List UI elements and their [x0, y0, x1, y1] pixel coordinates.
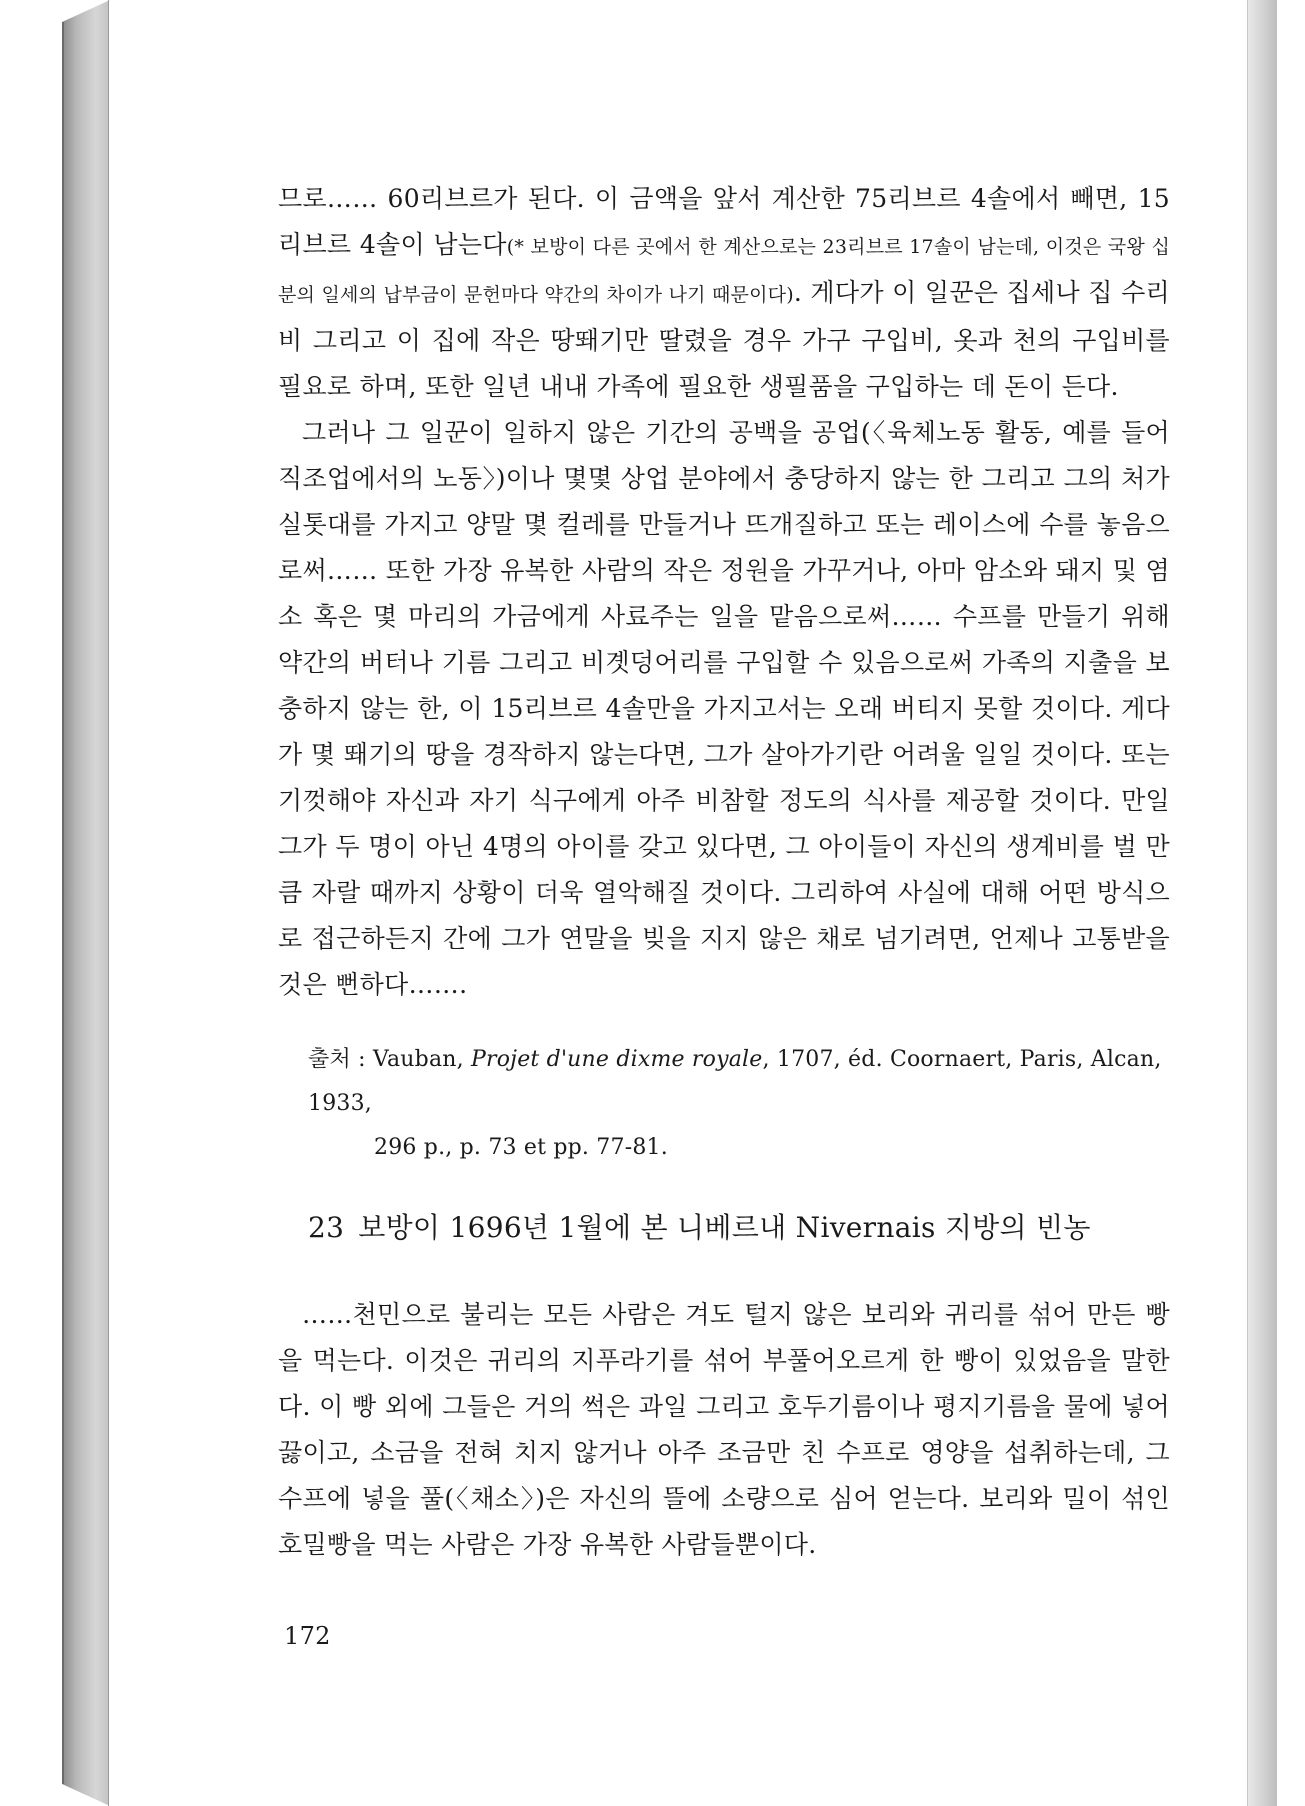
page-content: [278, 176, 1170, 1568]
source-citation: [308, 1038, 1170, 1170]
paragraph-3: ……천민으로 불리는 모든 사람은 겨도 털지 않은 보리와 귀리를 섞어 만든 빵을 먹는다. 이것은 귀리의 지푸라기를 섞어 부풀어오르게 한 빵이 있었음을 말한다. 이 빵 외에 그들은 거의 썩은 과일 그리고 호두기름이나 평지기름을 물에 넣어 끓이고, 소금을 전혀 치지 않거나 아주 조금만 친 수프로 영양을 섭취하는데, 그 수프에 넣을 풀(〈채소〉)은 자신의 뜰에 소량으로 심어 얻는다. 보리와 밀이 섞인 호밀빵을 먹는 사람은 가장 유복한 사람들뿐이다.: [278, 1300, 1170, 1559]
source-label: 출처 : Vauban,: [308, 1047, 472, 1072]
source-title: Projet d'une dixme royale: [471, 1047, 763, 1072]
page-number: 172: [284, 1622, 331, 1650]
section-title: 보방이 1696년 1월에 본 니베르내 Nivernais 지방의 빈농: [358, 1211, 1091, 1244]
paragraph-2: 그러나 그 일꾼이 일하지 않은 기간의 공백을 공업(〈육체노동 활동, 예를 들어 직조업에서의 노동〉)이나 몇몇 상업 분야에서 충당하지 않는 한 그리고 그의 처가 실톳대를 가지고 양말 몇 컬레를 만들거나 뜨개질하고 또는 레이스에 수를 놓음으로써…… 또한 가장 유복한 사람의 작은 정원을 가꾸거나, 아마 암소와 돼지 및 염소 혹은 몇 마리의 가금에게 사료주는 일을 맡음으로써…… 수프를 만들기 위해 약간의 버터나 기름 그리고 비곗덩어리를 구입할 수 있음으로써 가족의 지출을 보충하지 않는 한, 이 15리브르 4솔만을 가지고서는 오래 버티지 못할 것이다. 게다가 몇 뙈기의 땅을 경작하지 않는다면, 그가 살아가기란 어려울 일일 것이다. 또는 기껏해야 자신과 자기 식구에게 아주 비참할 정도의 식사를 제공할 것이다. 만일 그가 두 명이 아닌 4명의 아이를 갖고 있다면, 그 아이들이 자신의 생계비를 벌 만큼 자랄 때까지 상황이 더욱 열악해질 것이다. 그리하여 사실에 대해 어떤 방식으로 접근하든지 간에 그가 연말을 빚을 지지 않은 채로 넘기려면, 언제나 고통받을 것은 뻔하다…….: [278, 418, 1170, 999]
spine-edge: [62, 22, 64, 1784]
source-rest-line1: , 1707, éd. Coornaert, Paris, Alcan, 1933,: [308, 1047, 1162, 1116]
section-number: 23: [308, 1211, 345, 1244]
section-heading: [308, 1208, 1170, 1248]
page-right-edge: [1248, 0, 1277, 1806]
paragraph-1-text-a: 므로…… 60리브르가 된다. 이 금액을 앞서 계산한 75리브르 4솔에서 빼면, 15리브르 4솔이 남는다: [278, 184, 1170, 259]
paragraph-1-text-b: . 게다가 이 일꾼은 집세나 집 수리비 그리고 이 집에 작은 땅뙈기만 딸렸을 경우 가구 구입비, 옷과 천의 구입비를 필요로 하며, 또한 일년 내내 가족에 필요한 생필품을 구입하는 데 돈이 든다.: [278, 278, 1170, 401]
book-spine: [62, 0, 110, 1806]
source-rest-line2: 296 p., p. 73 et pp. 77-81.: [374, 1135, 668, 1160]
paragraph-1: [278, 176, 1170, 410]
paragraph-1-note: (* 보방이 다른 곳에서 한 계산으로는 23리브르 17솔이 남는데, 이것은 국왕 십분의 일세의 납부금이 문헌마다 약간의 차이가 나기 때문이다): [278, 236, 1170, 306]
